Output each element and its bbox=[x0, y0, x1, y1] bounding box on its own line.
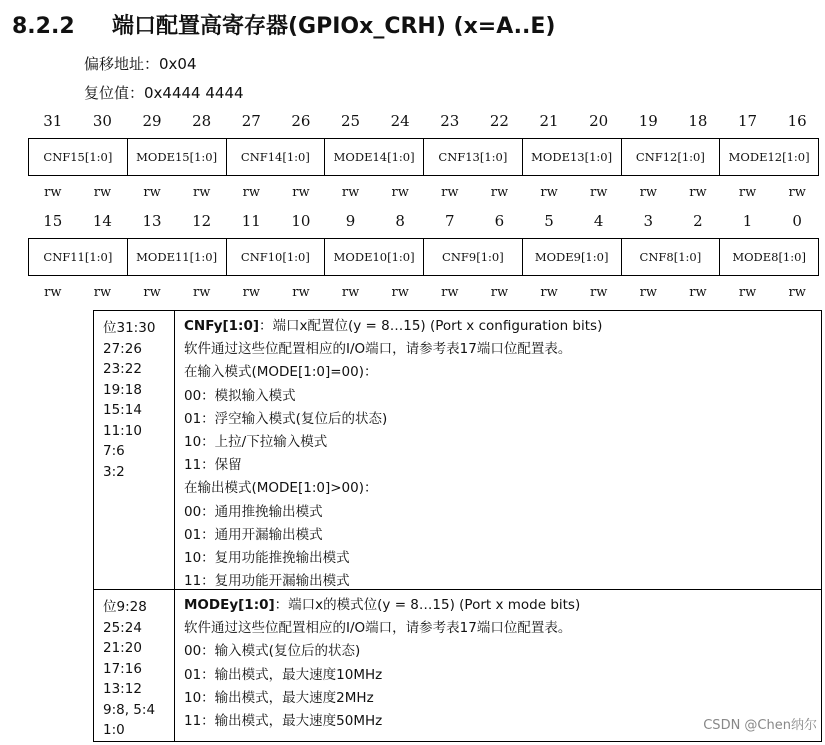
bit-number: 5 bbox=[544, 212, 554, 230]
bit-position: 1:0 bbox=[103, 722, 125, 738]
register-field: CNF8[1:0] bbox=[622, 239, 721, 275]
access-type: rw bbox=[193, 185, 211, 200]
register-field: CNF13[1:0] bbox=[424, 139, 523, 175]
register-field: CNF15[1:0] bbox=[29, 139, 128, 175]
register-field: MODE9[1:0] bbox=[523, 239, 622, 275]
mode-text bbox=[184, 594, 817, 733]
bit-number: 1 bbox=[742, 212, 753, 230]
bit-number: 22 bbox=[489, 112, 509, 130]
mode-line: 11：输出模式，最大速度50MHz bbox=[184, 713, 383, 730]
bit-number: 10 bbox=[291, 212, 311, 230]
bit-number: 13 bbox=[142, 212, 162, 230]
bit-position: 位9:28 bbox=[103, 599, 147, 615]
bit-number: 23 bbox=[440, 112, 460, 130]
bit-position: 19:18 bbox=[103, 381, 142, 398]
bit-number: 19 bbox=[638, 112, 658, 130]
bit-number: 18 bbox=[688, 112, 708, 130]
bit-number: 28 bbox=[192, 112, 212, 130]
access-type: rw bbox=[590, 285, 608, 300]
lower-register-fields bbox=[28, 238, 819, 276]
bit-number: 12 bbox=[192, 212, 212, 230]
cnf-line: 01：浮空输入模式(复位后的状态) bbox=[184, 410, 388, 427]
bit-number: 20 bbox=[589, 112, 609, 130]
register-field: CNF11[1:0] bbox=[29, 239, 128, 275]
access-type: rw bbox=[540, 285, 558, 300]
cnf-field-name: CNFy[1:0] bbox=[184, 318, 260, 334]
bit-position: 21:20 bbox=[103, 640, 142, 656]
register-field: MODE10[1:0] bbox=[325, 239, 424, 275]
access-type: rw bbox=[242, 285, 260, 300]
mode-field-title: ：端口x的模式位(y = 8…15) (Port x mode bits) bbox=[274, 597, 581, 613]
access-type: rw bbox=[738, 185, 757, 200]
bit-number: 3 bbox=[643, 212, 654, 230]
cnf-line: 00：通用推挽输出模式 bbox=[184, 503, 323, 520]
access-type: rw bbox=[540, 185, 558, 200]
access-type: rw bbox=[788, 185, 806, 200]
bit-number: 24 bbox=[390, 112, 410, 130]
bit-number: 4 bbox=[593, 212, 604, 230]
cnf-line: 11：复用功能开漏输出模式 bbox=[184, 573, 350, 590]
bit-position: 25:24 bbox=[103, 619, 142, 636]
bit-position: 13:12 bbox=[103, 681, 142, 697]
access-type: rw bbox=[590, 185, 608, 200]
bit-number: 31 bbox=[43, 112, 63, 130]
access-type: rw bbox=[391, 185, 409, 200]
access-type: rw bbox=[788, 285, 806, 300]
bit-number: 8 bbox=[395, 212, 405, 230]
access-type: rw bbox=[441, 285, 459, 300]
lower-access-row bbox=[28, 285, 822, 300]
access-type: rw bbox=[341, 185, 360, 200]
mode-field-name: MODEy[1:0] bbox=[184, 597, 275, 613]
access-type: rw bbox=[242, 185, 260, 200]
access-type: rw bbox=[93, 285, 112, 300]
register-field: MODE14[1:0] bbox=[325, 139, 424, 175]
bit-number: 17 bbox=[738, 112, 758, 130]
register-field: CNF9[1:0] bbox=[424, 239, 523, 275]
upper-bit-numbers bbox=[28, 112, 822, 130]
bit-number: 27 bbox=[241, 112, 261, 130]
bit-number: 0 bbox=[792, 212, 802, 230]
register-field: MODE12[1:0] bbox=[728, 150, 810, 164]
csdn-watermark: CSDN @Chen纳尔 bbox=[703, 718, 817, 733]
section-number: 8.2.2 bbox=[12, 14, 75, 39]
bit-position: 3:2 bbox=[103, 463, 125, 480]
cnf-line: 00：模拟输入模式 bbox=[184, 387, 296, 404]
bit-number: 6 bbox=[494, 212, 505, 230]
bit-number: 30 bbox=[92, 112, 112, 130]
bit-number: 25 bbox=[341, 112, 361, 130]
register-field: CNF10[1:0] bbox=[227, 239, 326, 275]
access-type: rw bbox=[391, 285, 409, 300]
access-type: rw bbox=[292, 185, 310, 200]
cnf-line: 10：复用功能推挽输出模式 bbox=[184, 550, 350, 567]
cnf-line: 11：保留 bbox=[184, 457, 242, 474]
mode-title bbox=[184, 594, 817, 617]
bit-number: 14 bbox=[92, 212, 112, 230]
bit-number: 15 bbox=[43, 212, 63, 230]
section-heading bbox=[12, 9, 555, 40]
bit-number: 2 bbox=[693, 212, 703, 230]
access-type: rw bbox=[639, 285, 657, 300]
cnf-bit-positions bbox=[94, 311, 175, 589]
bit-position: 9:8, 5:4 bbox=[103, 701, 156, 718]
mode-line: 10：输出模式，最大速度2MHz bbox=[184, 689, 374, 706]
access-type: rw bbox=[143, 285, 161, 300]
access-type: rw bbox=[44, 285, 62, 300]
bit-position: 15:14 bbox=[103, 402, 142, 418]
register-field: MODE8[1:0] bbox=[732, 250, 806, 264]
bit-position: 位31:30 bbox=[103, 320, 156, 336]
cnf-line: 在输出模式(MODE[1:0]>00)： bbox=[184, 480, 378, 497]
bit-number: 16 bbox=[787, 112, 807, 130]
register-field: MODE13[1:0] bbox=[523, 139, 622, 175]
bit-number: 9 bbox=[345, 212, 356, 230]
mode-line: 软件通过这些位配置相应的I/O端口，请参考表17端口位配置表。 bbox=[184, 620, 572, 637]
cnf-line: 软件通过这些位配置相应的I/O端口，请参考表17端口位配置表。 bbox=[184, 341, 572, 358]
cnf-line: 01：通用开漏输出模式 bbox=[184, 526, 323, 543]
upper-access-row bbox=[28, 185, 822, 200]
bit-number: 21 bbox=[539, 112, 559, 130]
bit-position: 27:26 bbox=[103, 340, 142, 357]
register-field: MODE15[1:0] bbox=[128, 139, 227, 175]
cnf-line: 10：上拉/下拉输入模式 bbox=[184, 434, 328, 451]
cnf-text bbox=[184, 315, 817, 593]
reset-value: 复位值：0x4444 4444 bbox=[84, 84, 244, 102]
access-type: rw bbox=[292, 285, 310, 300]
bit-number: 29 bbox=[142, 112, 162, 130]
bit-number: 7 bbox=[445, 212, 455, 230]
cnf-field-title: ：端口x配置位(y = 8…15) (Port x configuration bits) bbox=[259, 318, 603, 334]
cnf-line: 在输入模式(MODE[1:0]=00)： bbox=[184, 364, 378, 381]
access-type: rw bbox=[341, 285, 360, 300]
bit-position: 7:6 bbox=[103, 443, 125, 459]
access-type: rw bbox=[490, 285, 509, 300]
access-type: rw bbox=[689, 285, 707, 300]
access-type: rw bbox=[143, 185, 161, 200]
register-field: MODE11[1:0] bbox=[128, 239, 227, 275]
upper-register-fields bbox=[28, 138, 819, 176]
access-type: rw bbox=[193, 285, 211, 300]
bit-number: 11 bbox=[241, 212, 261, 230]
section-title: 端口配置高寄存器(GPIOx_CRH) (x=A..E) bbox=[112, 14, 556, 39]
access-type: rw bbox=[639, 185, 657, 200]
cnf-description bbox=[93, 310, 822, 590]
access-type: rw bbox=[93, 185, 112, 200]
access-type: rw bbox=[490, 185, 509, 200]
bit-position: 17:16 bbox=[103, 660, 142, 677]
mode-bit-positions bbox=[94, 590, 175, 741]
bit-position: 23:22 bbox=[103, 361, 142, 377]
register-field: CNF12[1:0] bbox=[622, 139, 721, 175]
access-type: rw bbox=[441, 185, 459, 200]
bit-number: 26 bbox=[291, 112, 311, 130]
offset-address: 偏移地址：0x04 bbox=[84, 55, 197, 73]
mode-line: 01：输出模式，最大速度10MHz bbox=[184, 666, 383, 683]
access-type: rw bbox=[44, 185, 62, 200]
cnf-title bbox=[184, 315, 817, 338]
access-type: rw bbox=[689, 185, 707, 200]
bit-position: 11:10 bbox=[103, 422, 142, 439]
access-type: rw bbox=[738, 285, 757, 300]
lower-bit-numbers bbox=[28, 212, 822, 230]
mode-line: 00：输入模式(复位后的状态) bbox=[184, 643, 361, 660]
register-field: CNF14[1:0] bbox=[227, 139, 326, 175]
